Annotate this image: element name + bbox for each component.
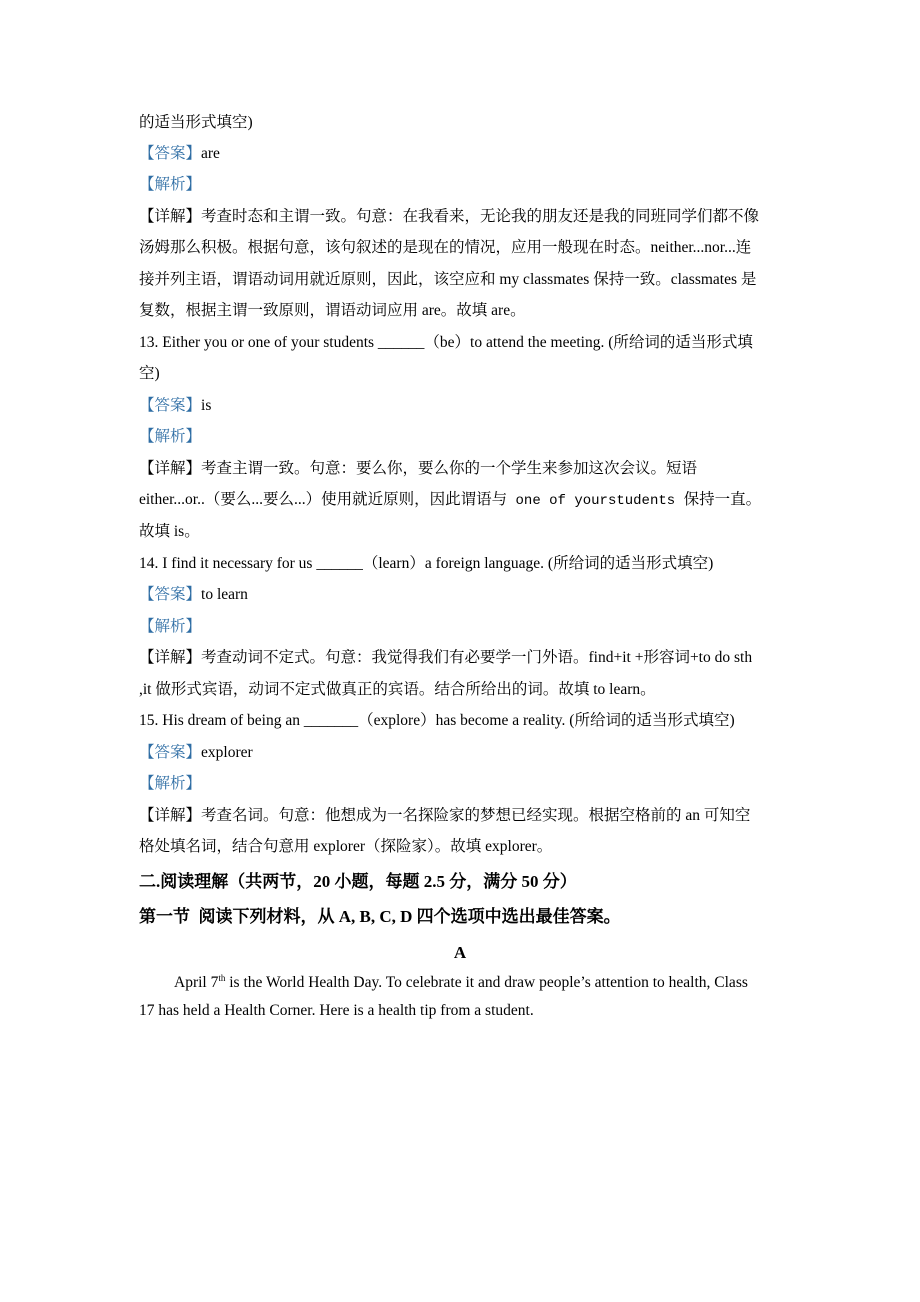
answer-text: is: [201, 397, 212, 414]
answer-tag: 【答案】: [139, 586, 202, 603]
explanation-12-line-3: 接并列主语，谓语动词用就近原则，因此，该空应和 my classmates 保持一致。classmates 是: [139, 271, 757, 288]
passage-line-2: 17 has held a Health Corner. Here is a health tip from a student.: [139, 1002, 534, 1019]
answer-tag: 【答案】: [139, 744, 202, 761]
explanation-13-line-3: 故填 is。: [139, 523, 200, 540]
analysis-tag-14: 【解析】: [139, 618, 202, 635]
analysis-tag-13: 【解析】: [139, 428, 202, 445]
passage-text: is the World Health Day. To celebrate it and draw people’s attention to health, Class: [225, 974, 748, 991]
answer-12: [139, 144, 220, 164]
explanation-13-line-2: [139, 490, 761, 511]
question-13-tail: 空): [139, 365, 160, 382]
passage-title: A: [453, 943, 467, 962]
question-12-tail: 的适当形式填空): [139, 114, 253, 131]
answer-13: [139, 396, 211, 416]
explanation-code-text: one of yourstudents: [507, 493, 684, 509]
answer-14: [139, 585, 248, 605]
subsection-heading: 第一节 阅读下列材料，从 A, B, C, D 四个选项中选出最佳答案。: [139, 907, 621, 926]
analysis-tag-12: 【解析】: [139, 176, 202, 193]
answer-tag: 【答案】: [139, 397, 202, 414]
passage-text: April 7: [174, 974, 219, 991]
analysis-tag-15: 【解析】: [139, 775, 202, 792]
ordinal-suffix: th: [218, 972, 226, 983]
explanation-15-line-1: 【详解】考查名词。句意：他想成为一名探险家的梦想已经实现。根据空格前的 an 可知空: [139, 807, 751, 824]
answer-text: to learn: [201, 586, 248, 603]
answer-text: are: [201, 145, 220, 162]
explanation-12-line-4: 复数，根据主谓一致原则，谓语动词应用 are。故填 are。: [139, 302, 526, 319]
explanation-14-line-1: 【详解】考查动词不定式。句意：我觉得我们有必要学一门外语。find+it +形容词+to do sth: [139, 649, 753, 666]
answer-tag: 【答案】: [139, 145, 202, 162]
question-15: 15. His dream of being an _______（explore）has become a reality. (所给词的适当形式填空): [139, 712, 735, 729]
explanation-13-line-1: 【详解】考查主谓一致。句意：要么你，要么你的一个学生来参加这次会议。短语: [139, 460, 698, 477]
explanation-text: either...or..（要么...要么...）使用就近原则，因此谓语与: [139, 491, 508, 508]
explanation-12-line-2: 汤姆那么积极。根据句意，该句叙述的是现在的情况，应用一般现在时态。neither...nor...连: [139, 239, 752, 256]
section-heading: 二.阅读理解（共两节，20 小题，每题 2.5 分，满分 50 分）: [139, 872, 577, 891]
passage-line-1: [174, 973, 748, 993]
explanation-14-line-2: ,it 做形式宾语，动词不定式做真正的宾语。结合所给出的词。故填 to learn。: [139, 681, 656, 698]
explanation-12-line-1: 【详解】考查时态和主谓一致。句意：在我看来，无论我的朋友还是我的同班同学们都不像: [139, 208, 760, 225]
explanation-text: 保持一直。: [683, 491, 762, 508]
answer-15: [139, 743, 253, 763]
answer-text: explorer: [201, 744, 253, 761]
question-14: 14. I find it necessary for us ______（learn）a foreign language. (所给词的适当形式填空): [139, 555, 714, 572]
explanation-15-line-2: 格处填名词，结合句意用 explorer（探险家）。故填 explorer。: [139, 838, 553, 855]
question-13: 13. Either you or one of your students ______（be）to attend the meeting. (所给词的适当形式填: [139, 334, 753, 351]
